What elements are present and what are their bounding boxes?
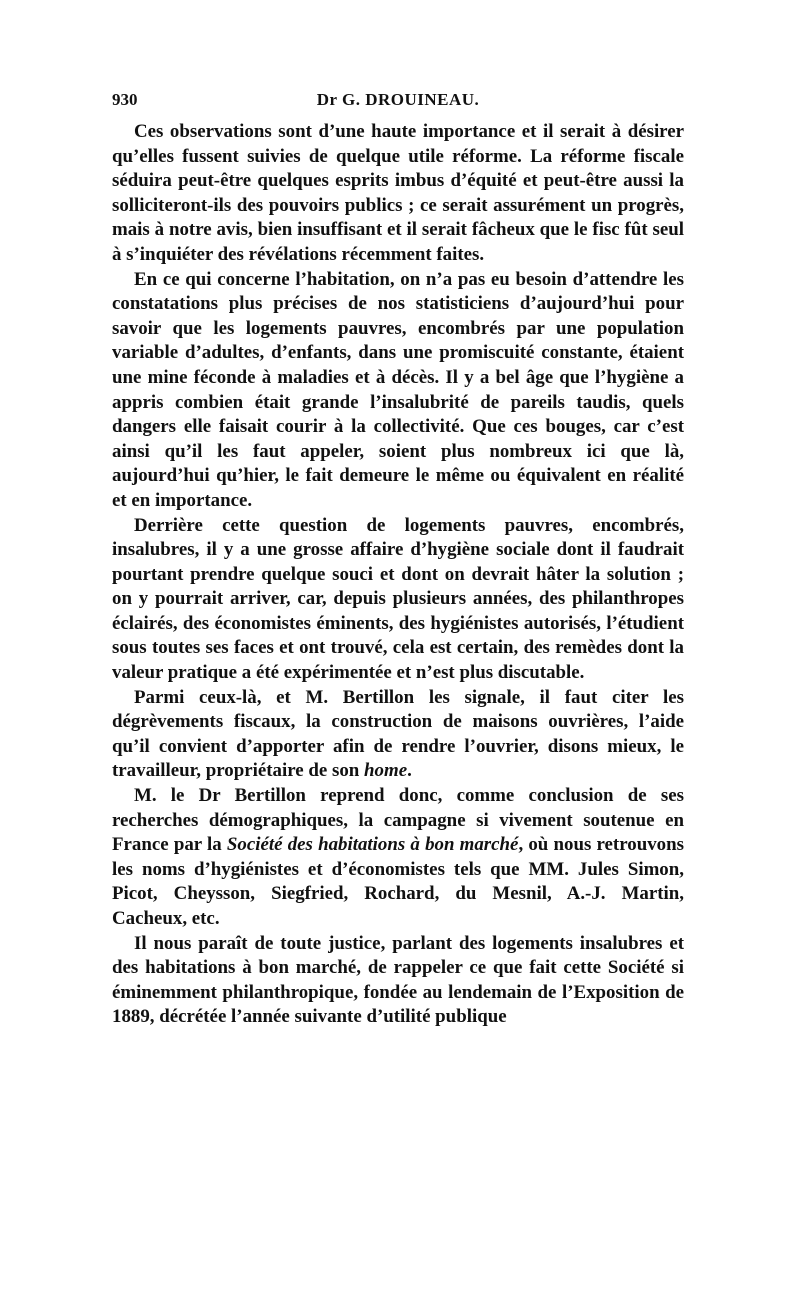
paragraph-4-italic: home <box>364 760 408 782</box>
paragraph-2: En ce qui concerne l’habitation, on n’a pas eu besoin d’attendre les constatations plus précises de nos statisticiens d’aujourd’hui pour savoir que les logements pauvres, encombrés par une population variable d’adultes, d’enfants, dans une promiscuité constante, étaient une mine féconde à maladies et à décès. Il y a bel âge que l’hygiène a appris combien était grande l’insalubrité de pareils taudis, quels dangers elle faisait courir à la collectivité. Que ces bouges, car c’est ainsi qu’il les faut appeler, soient plus nombreux ici que là, aujourd’hui qu’hier, le fait demeure le même ou équivalent en réalité et en importance. <box>112 268 684 511</box>
paragraph-6: Il nous paraît de toute justice, parlant des logements insalubres et des habitations à bon marché, de rappeler ce que fait cette Société si éminemment philanthropique, fondée au lendemain de l’Exposition de 1889, décrétée l’année suivante d’utilité publique <box>112 932 684 1028</box>
paragraph-3: Derrière cette question de logements pauvres, encombrés, insalubres, il y a une grosse affaire d’hygiène sociale dont il faudrait pourtant prendre quelque souci et dont on devrait hâter la solution ; on y pourrait arriver, car, depuis plusieurs années, des philanthropes éclairés, des économistes éminents, des hygiénistes autorisés, l’étudient sous toutes ses faces et ont trouvé, cela est certain, des remèdes dont la valeur pratique a été expérimentée et n’est plus discutable. <box>112 514 684 684</box>
paragraph-5-text-b: , où nous retrouvons les noms d’hygiénistes et d’économistes tels que MM. Jules Simon, Picot, Cheysson, Siegfried, Rochard, du Mesnil, A.-J. Martin, Cacheux, etc. <box>112 834 684 929</box>
paragraph-5 <box>112 784 684 932</box>
running-title: Dr G. DROUINEAU. <box>316 90 480 109</box>
page-number: 930 <box>112 90 138 109</box>
book-page <box>112 90 684 1030</box>
paragraph-4-end: . <box>407 760 412 782</box>
paragraph-4 <box>112 686 684 784</box>
paragraph-5-text-a: M. le Dr Bertillon reprend donc, comme conclusion de ses recherches démographiques, la campagne si vivement soutenue en France par la <box>112 785 684 856</box>
paragraph-5-italic: Société des habitations à bon marché <box>226 834 519 856</box>
page-body <box>112 120 684 1030</box>
paragraph-4-text: Parmi ceux-là, et M. Bertillon les signale, il faut citer les dégrèvements fiscaux, la construction de maisons ouvrières, l’aide qu’il convient d’apporter afin de rendre l’ouvrier, disons mieux, le travailleur, propriétaire de son <box>112 686 684 782</box>
paragraph-1: Ces observations sont d’une haute importance et il serait à désirer qu’elles fussent suivies de quelque utile réforme. La réforme fiscale séduira peut-être quelques esprits imbus d’équité et peut-être aussi la solliciteront-ils des pouvoirs publics ; ce serait assurément un progrès, mais à notre avis, bien insuffisant et il serait fâcheux que le fisc fût seul à s’inquiéter des révélations récemment faites. <box>112 121 684 265</box>
page-header <box>112 90 684 120</box>
